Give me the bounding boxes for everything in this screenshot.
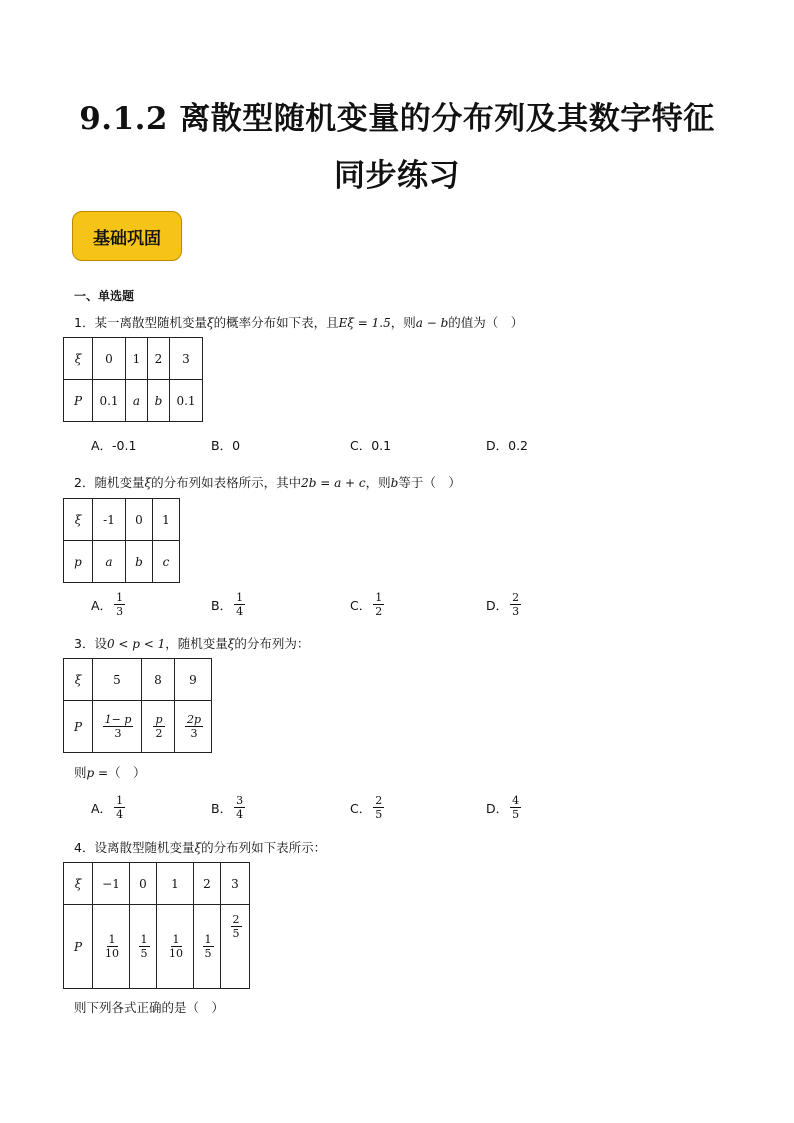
q4-cell — [194, 905, 221, 989]
q3-option-d-fraction — [510, 794, 521, 821]
q1-mid2: ，则 — [390, 315, 416, 330]
q3-fraction — [185, 713, 203, 740]
q4-cell: 0 — [130, 863, 157, 905]
denominator: 5 — [512, 808, 520, 821]
q4-distribution-table — [63, 862, 250, 989]
section-badge: 基础巩固 — [72, 211, 182, 261]
denominator: 4 — [236, 605, 244, 618]
q2-prefix: 2．随机变量 — [74, 475, 145, 490]
denominator: 5 — [140, 947, 148, 960]
q2-cell: 1 — [153, 499, 180, 541]
q2-cell: p — [64, 541, 93, 583]
q3-option-b-label: B． — [211, 800, 233, 816]
q4-cell: 2 — [194, 863, 221, 905]
q3-condition: 0 < p < 1 — [106, 637, 166, 651]
q1-expression: a − b — [415, 316, 449, 330]
numerator: 1− p — [104, 713, 132, 726]
q3-option-a-label: A． — [91, 800, 113, 816]
q1-option-b[interactable]: B．0 — [211, 438, 241, 453]
q2-mid2: ，则 — [365, 475, 391, 490]
numerator: 2p — [186, 713, 202, 726]
q1-condition: Eξ = 1.5 — [338, 316, 391, 330]
denominator: 4 — [116, 808, 124, 821]
numerator: 2 — [375, 794, 383, 807]
q3-prefix: 3．设 — [74, 636, 107, 651]
q2-cell: 0 — [126, 499, 153, 541]
q2-option-b-fraction — [234, 591, 245, 618]
q4-fraction — [231, 913, 242, 940]
q2-cell: -1 — [93, 499, 126, 541]
q3-then-text — [74, 763, 146, 781]
q2-xi: ξ — [144, 476, 152, 490]
page-title: 9.1.2 离散型随机变量的分布列及其数字特征 — [79, 101, 715, 137]
q1-option-d[interactable]: D．0.2 — [486, 438, 529, 453]
numerator: p — [155, 713, 163, 726]
denominator: 3 — [512, 605, 520, 618]
q3-then-variable: p = — [86, 766, 109, 780]
q1-cell: 2 — [148, 338, 170, 380]
q1-suffix: 的值为（ ） — [448, 315, 524, 330]
q2-option-c-label: C． — [350, 597, 372, 613]
q4-prefix: 4．设离散型随机变量 — [74, 840, 195, 855]
question-1-text — [74, 313, 523, 331]
q3-option-c[interactable] — [350, 794, 384, 821]
q3-mid: ，随机变量 — [165, 636, 228, 651]
q2-option-c[interactable] — [350, 591, 384, 618]
q2-variable: b — [390, 476, 399, 490]
question-3-text — [74, 634, 309, 652]
q4-fraction — [103, 933, 121, 960]
denominator: 5 — [232, 927, 240, 940]
q4-cell: P — [64, 905, 93, 989]
q3-cell: P — [64, 701, 93, 753]
denominator: 2 — [375, 605, 383, 618]
q2-option-a-fraction — [114, 591, 125, 618]
q4-fraction — [139, 933, 150, 960]
q1-distribution-table — [63, 337, 203, 422]
q3-option-b[interactable] — [211, 794, 245, 821]
q3-cell: 9 — [175, 659, 212, 701]
q2-suffix: 等于（ ） — [398, 475, 461, 490]
numerator: 1 — [108, 933, 116, 946]
q1-cell: ξ — [64, 338, 93, 380]
numerator: 2 — [232, 913, 240, 926]
q2-cell: a — [93, 541, 126, 583]
q3-option-c-label: C． — [350, 800, 372, 816]
q4-fraction — [203, 933, 214, 960]
denominator: 3 — [190, 727, 198, 740]
q4-cell — [221, 905, 250, 989]
numerator: 1 — [116, 794, 124, 807]
q2-distribution-table — [63, 498, 180, 583]
numerator: 3 — [236, 794, 244, 807]
q4-cell: 1 — [157, 863, 194, 905]
q1-cell: a — [126, 380, 148, 422]
q1-mid: 的概率分布如下表，且 — [213, 315, 339, 330]
q2-mid: 的分布列如表格所示，其中 — [151, 475, 302, 490]
q2-option-b-label: B． — [211, 597, 233, 613]
q1-cell: P — [64, 380, 93, 422]
q4-cell — [157, 905, 194, 989]
q2-cell: ξ — [64, 499, 93, 541]
q4-cell — [130, 905, 157, 989]
numerator: 2 — [512, 591, 520, 604]
q2-option-a-label: A． — [91, 597, 113, 613]
q4-cell: 3 — [221, 863, 250, 905]
q3-cell — [142, 701, 175, 753]
question-4-text — [74, 838, 326, 856]
q1-cell: 0.1 — [93, 380, 126, 422]
denominator: 3 — [114, 727, 122, 740]
q4-suffix: 的分布列如下表所示： — [201, 840, 327, 855]
q1-cell: 0 — [93, 338, 126, 380]
q3-fraction — [153, 713, 164, 740]
numerator: 1 — [116, 591, 124, 604]
q1-cell: 1 — [126, 338, 148, 380]
denominator: 3 — [116, 605, 124, 618]
numerator: 1 — [172, 933, 180, 946]
denominator: 2 — [155, 727, 163, 740]
q2-condition: 2b = a + c — [301, 476, 366, 490]
numerator: 1 — [140, 933, 148, 946]
q3-cell — [93, 701, 142, 753]
q1-xi: ξ — [206, 316, 214, 330]
q3-xi: ξ — [227, 637, 235, 651]
q1-option-a[interactable]: A．-0.1 — [91, 438, 137, 453]
q3-cell — [175, 701, 212, 753]
q3-option-a[interactable] — [91, 794, 125, 821]
q4-after-text: 则下列各式正确的是（ ） — [74, 1000, 225, 1015]
q2-option-c-fraction — [373, 591, 384, 618]
q3-then-suffix: （ ） — [108, 765, 146, 780]
q2-cell: c — [153, 541, 180, 583]
q4-cell: −1 — [93, 863, 130, 905]
q2-option-a[interactable] — [91, 591, 125, 618]
q2-option-d[interactable] — [486, 591, 521, 618]
numerator: 1 — [204, 933, 212, 946]
denominator: 10 — [105, 947, 119, 960]
question-2-text — [74, 473, 461, 491]
q3-then: 则 — [74, 765, 87, 780]
numerator: 1 — [236, 591, 244, 604]
q4-xi: ξ — [194, 841, 202, 855]
q3-option-d-label: D． — [486, 800, 509, 816]
q3-cell: ξ — [64, 659, 93, 701]
q4-cell — [93, 905, 130, 989]
section-heading: 一、单选题 — [74, 289, 135, 303]
numerator: 4 — [512, 794, 520, 807]
q1-option-c[interactable]: C．0.1 — [350, 438, 392, 453]
q2-cell: b — [126, 541, 153, 583]
q2-option-d-fraction — [510, 591, 521, 618]
q3-fraction — [103, 713, 134, 740]
denominator: 4 — [236, 808, 244, 821]
q3-distribution-table — [63, 658, 212, 753]
q1-cell: 0.1 — [170, 380, 203, 422]
q3-option-d[interactable] — [486, 794, 521, 821]
q3-cell: 5 — [93, 659, 142, 701]
q4-fraction — [167, 933, 185, 960]
denominator: 10 — [169, 947, 183, 960]
q2-option-d-label: D． — [486, 597, 509, 613]
q3-option-a-fraction — [114, 794, 125, 821]
numerator: 1 — [375, 591, 383, 604]
q1-cell: b — [148, 380, 170, 422]
q3-option-c-fraction — [373, 794, 384, 821]
q2-option-b[interactable] — [211, 591, 245, 618]
denominator: 5 — [375, 808, 383, 821]
q1-prefix: 1．某一离散型随机变量 — [74, 315, 207, 330]
page-subtitle: 同步练习 — [334, 158, 460, 194]
denominator: 5 — [204, 947, 212, 960]
q1-cell: 3 — [170, 338, 203, 380]
q3-suffix: 的分布列为： — [234, 636, 310, 651]
q3-cell: 8 — [142, 659, 175, 701]
q3-option-b-fraction — [234, 794, 245, 821]
q4-cell: ξ — [64, 863, 93, 905]
